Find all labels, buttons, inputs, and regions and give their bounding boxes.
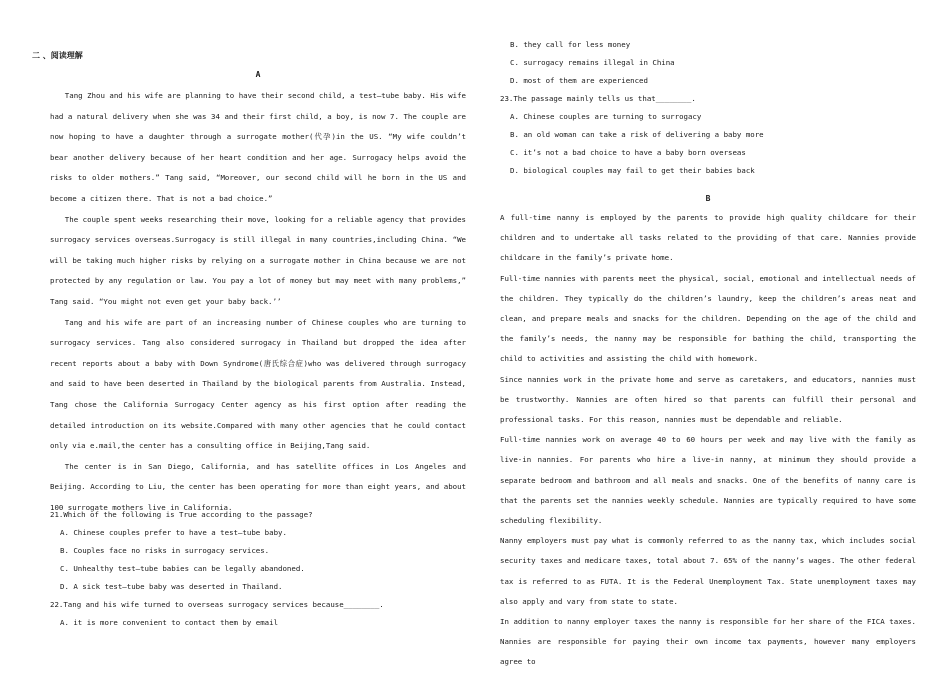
passage-a-paragraph: Tang Zhou and his wife are planning to have their second child, a test—tube baby. His wife had a natural delivery when she was 34 and their first child, a boy, is now 7. The couple are now hoping to have a daughter through a surrogate mother(代孕)in the US. “My wife couldn’t bear another delivery because of her heart condition and her age. Surrogacy helps avoid the risks to older mothers.” Tang said, “Moreover, our second child will he born in the US and become a citizen there. That is not a bad choice.”: [50, 91, 466, 203]
passage-a-paragraph: The center is in San Diego, California, and has satellite offices in Los Angeles and Beijing. According to Liu, the center has been operating for more than eight years, and about 100 surrogate mothers live in California.: [50, 461, 466, 512]
question-stem: 22.Tang and his wife turned to overseas surrogacy services because________.: [50, 600, 384, 609]
passage-a-paragraph: The couple spent weeks researching their move, looking for a reliable agency that provides surrogacy services overseas.Surrogacy is still illegal in many countries,including China. “We will be taking much higher risks by relying on a surrogate mother in China because we are not protected by any regulation or law. You pay a lot of money but may meet with many problems,” Tang said. “You might not even get your baby back.’’: [50, 214, 466, 306]
passage-b-body: [500, 208, 916, 673]
question-option: C. surrogacy remains illegal in China: [510, 58, 675, 67]
question-option: D. biological couples may fail to get their babies back: [510, 166, 755, 175]
question-option: C. it’s not a bad choice to have a baby born overseas: [510, 148, 746, 157]
question-stem: 21.Which of the following is True according to the passage?: [50, 510, 313, 519]
question-stem: 23.The passage mainly tells us that________.: [500, 94, 696, 103]
passage-a-label: A: [255, 70, 261, 79]
question-option: D. most of them are experienced: [510, 76, 648, 85]
question-option: A. Chinese couples prefer to have a test—tube baby.: [60, 528, 287, 537]
question-option: C. Unhealthy test—tube babies can be legally abandoned.: [60, 564, 305, 573]
passage-b-paragraph: Nanny employers must pay what is commonly referred to as the nanny tax, which includes social security taxes and medicare taxes, total about 7. 65% of the nanny’s wages. The other federal tax is referred to as FUTA. It is the Federal Unemployment Tax. State unemployment taxes may also apply and vary from state to state.: [500, 536, 916, 606]
question-option: D. A sick test—tube baby was deserted in Thailand.: [60, 582, 283, 591]
question-option: A. Chinese couples are turning to surrogacy: [510, 112, 702, 121]
passage-b-paragraph: Full-time nannies with parents meet the physical, social, emotional and intellectual needs of the children. They typically do the children’s laundry, keep the children’s areas neat and clean, and prepare meals and snacks for the children. Depending on the age of the child and the family’s needs, the nanny may be responsible for bathing the child, transporting the child to activities and assisting the child with homework.: [500, 273, 916, 364]
question-option: B. they call for less money: [510, 40, 631, 49]
section-title: 二 、阅读理解: [32, 51, 83, 60]
passage-a-paragraph: Tang and his wife are part of an increasing number of Chinese couples who are turning to surrogacy services. Tang also considered surrogacy in Thailand but dropped the idea after recent reports about a baby with Down Syndrome(唐氏综合症)who was delivered through surrogacy and said to have been deserted in Thailand by the biological parents from Australia. Instead, Tang chose the California Surrogacy Center agency as his first option after reading the detailed introduction on its website.Compared with many other agencies that he could contact only via e.mail,the center has a consulting office in Beijing,Tang said.: [50, 317, 466, 451]
passage-b-paragraph: In addition to nanny employer taxes the nanny is responsible for her share of the FICA taxes. Nannies are responsible for paying their own income tax payments, however many employers agree to: [500, 617, 916, 667]
question-option: B. Couples face no risks in surrogacy services.: [60, 546, 270, 555]
question-option: A. it is more convenient to contact them by email: [60, 618, 279, 627]
passage-b-label: B: [705, 194, 711, 203]
passage-b-paragraph: Full-time nannies work on average 40 to 60 hours per week and may live with the family as live-in nannies. For parents who hire a live-in nanny, at minimum they should provide a separate bedroom and bathroom and all meals and snacks. One of the benefits of nanny care is that the parents set the nannies weekly schedule. Nannies are typically required to have some scheduling flexibility.: [500, 435, 916, 526]
passage-b-paragraph: Since nannies work in the private home and serve as caretakers, and educators, nannies must be trustworthy. Nannies are often hired so that parents can fulfill their personal and professional tasks. For this reason, nannies must be dependable and reliable.: [500, 374, 916, 425]
passage-a-body: [50, 86, 466, 518]
passage-b-paragraph: A full-time nanny is employed by the parents to provide high quality childcare for their children and to undertake all tasks related to the providing of that care. Nannies provide childcare in the family’s private home.: [500, 213, 916, 263]
questions-block-left: [50, 506, 466, 632]
question-option: B. an old woman can take a risk of delivering a baby more: [510, 130, 764, 139]
questions-block-right: [500, 36, 916, 180]
